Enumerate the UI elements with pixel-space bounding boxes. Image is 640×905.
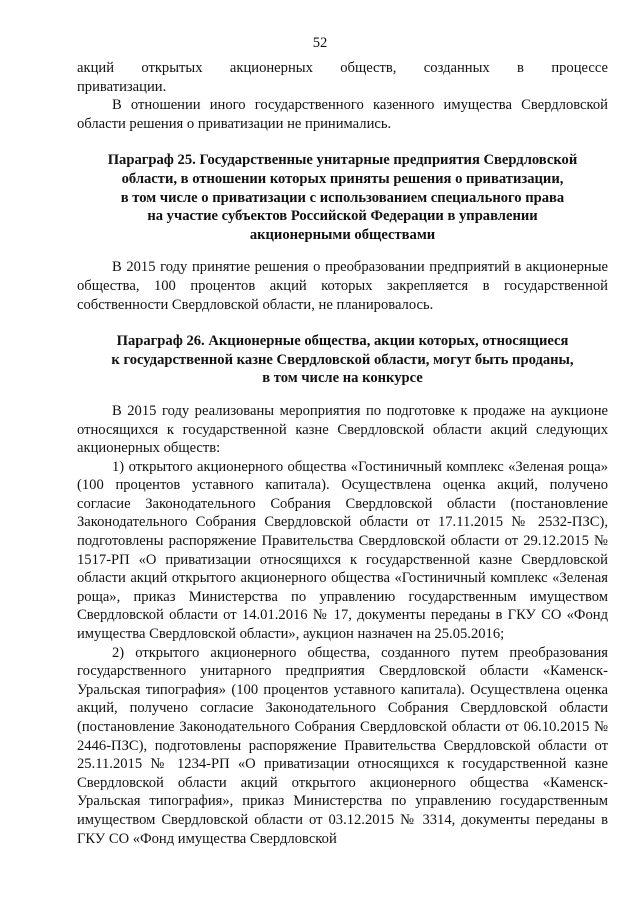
heading-line: акционерными обществами xyxy=(249,226,436,243)
heading-line: Параграф 26. Акционерные общества, акции которых, относящиеся xyxy=(116,333,569,350)
paragraph-26-item-1: 1) открытого акционерного общества «Гостиничный комплекс «Зеленая роща» (100 процентов уставного капитала). Осуществлена оценка акций, получено согласие Законодательного Собрания Свердловской области (постановление Законодательного Собрания Свердловской области от 17.11.2015 № 2532-ПЗС), подготовлены распоряжение Правительства Свердловской области от 29.12.2015 № 1517-РП «О приватизации относящихся к государственной казне Свердловской области акций открытого акционерного общества «Гостиничный комплекс «Зеленая роща», приказ Министерства по управлению государственным имуществом Свердловской области от 14.01.2016 № 17, документы переданы в ГКУ СО «Фонд имущества Свердловской области», аукцион назначен на 25.05.2016; xyxy=(77,458,608,643)
heading-line: к государственной казне Свердловской области, могут быть проданы, xyxy=(111,351,574,368)
document-body xyxy=(77,59,608,848)
paragraph-26-heading xyxy=(77,332,608,388)
intro-paragraph-2: В отношении иного государственного казенного имущества Свердловской области решения о приватизации не принимались. xyxy=(77,97,608,132)
heading-line: в том числе о приватизации с использованием специального права xyxy=(120,189,565,206)
heading-line: области, в отношении которых приняты решения о приватизации, xyxy=(121,170,564,187)
intro-line-1: акций открытых акционерных обществ, созданных в процессе xyxy=(77,60,608,76)
intro-line-2: приватизации. xyxy=(77,78,167,95)
paragraph-25-text: В 2015 году принятие решения о преобразовании предприятий в акционерные общества, 100 процентов акций которых закрепляется в государственной собственности Свердловской области, не планировалось. xyxy=(77,259,608,313)
page-number: 52 xyxy=(312,35,328,51)
paragraph-25-heading xyxy=(77,151,608,244)
heading-line: в том числе на конкурсе xyxy=(262,370,423,387)
paragraph-26-item-2: 2) открытого акционерного общества, созданного путем преобразования государственного унитарного предприятия Свердловской области «Каменск-Уральская типография» (100 процентов уставного капитала). Осуществлена оценка акций, получено согласие Законодательного Собрания Свердловской области (постановление Законодательного Собрания Свердловской области от 06.10.2015 № 2446-ПЗС), подготовлены распоряжение Правительства Свердловской области от 25.11.2015 № 1234-РП «О приватизации относящихся к государственной казне Свердловской области акций открытого акционерного общества «Каменск-Уральская типография», приказ Министерства по управлению государственным имуществом Свердловской области от 03.12.2015 № 3314, документы переданы в ГКУ СО «Фонд имущества Свердловской xyxy=(77,644,608,847)
paragraph-26-intro: В 2015 году реализованы мероприятия по подготовке к продаже на аукционе относящихся к государственной казне Свердловской области акций следующих акционерных обществ: xyxy=(77,402,608,457)
heading-line: на участие субъектов Российской Федерации в управлении xyxy=(147,208,538,225)
heading-line: Параграф 25. Государственные унитарные предприятия Свердловской xyxy=(107,152,578,169)
